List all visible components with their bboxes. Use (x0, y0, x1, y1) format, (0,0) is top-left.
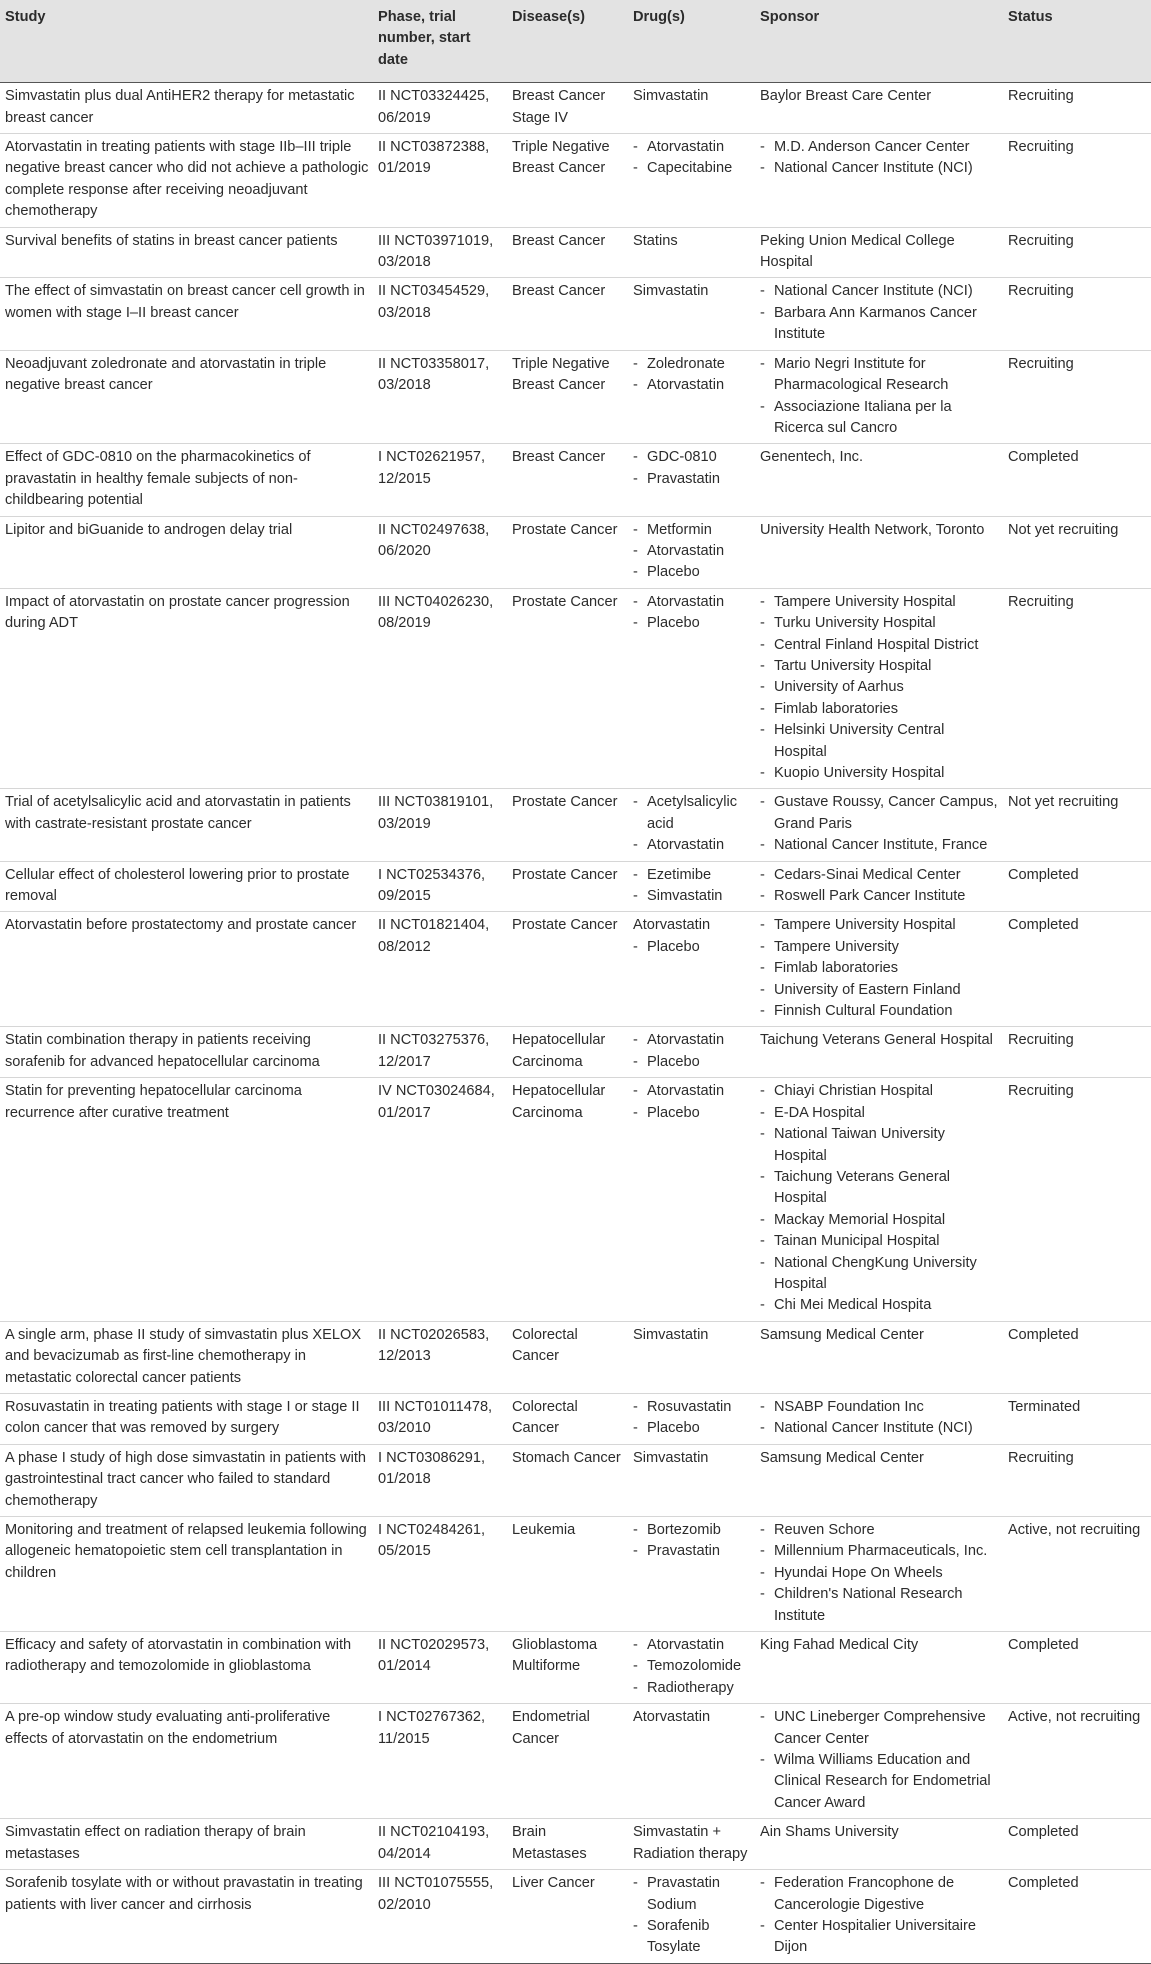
disease-cell: Prostate Cancer (507, 912, 628, 1027)
phase-cell: III NCT03819101, 03/2019 (373, 789, 507, 861)
disease-cell: Breast Cancer (507, 444, 628, 516)
status-cell: Active, not recruiting (1003, 1517, 1151, 1632)
sponsor-cell (755, 1444, 1003, 1516)
disease-cell: Stomach Cancer (507, 1444, 628, 1516)
drugs-cell-list (633, 592, 751, 635)
drugs-cell (628, 516, 755, 588)
drugs-cell (628, 588, 755, 789)
column-header-drugs: Drug(s) (628, 0, 755, 83)
sponsor-cell (755, 1517, 1003, 1632)
status-cell: Recruiting (1003, 1078, 1151, 1321)
sponsor-cell-list (760, 865, 999, 908)
list-item: - Center Hospitalier Universitaire Dijon (760, 1916, 999, 1959)
sponsor-cell-value: Genentech, Inc. (760, 449, 864, 466)
list-item: - Placebo (633, 613, 751, 634)
drugs-cell-list (633, 1873, 751, 1959)
table-row (0, 1393, 1151, 1444)
list-item: - Taichung Veterans General Hospital (760, 1167, 999, 1210)
list-item: - GDC-0810 (633, 447, 751, 468)
list-item: - National Taiwan University Hospital (760, 1124, 999, 1167)
list-item: - Mackay Memorial Hospital (760, 1210, 999, 1231)
drugs-cell (628, 350, 755, 444)
disease-cell: Prostate Cancer (507, 789, 628, 861)
drugs-cell (628, 1444, 755, 1516)
study-cell: Sorafenib tosylate with or without pravastatin in treating patients with liver cancer and cirrhosis (0, 1870, 373, 1964)
disease-cell: Endometrial Cancer (507, 1704, 628, 1819)
sponsor-cell (755, 1393, 1003, 1444)
table-row (0, 1819, 1151, 1870)
phase-cell: II NCT03275376, 12/2017 (373, 1027, 507, 1078)
drugs-cell (628, 861, 755, 912)
drugs-cell-list (633, 865, 751, 908)
status-cell: Terminated (1003, 1393, 1151, 1444)
phase-cell: II NCT03872388, 01/2019 (373, 134, 507, 228)
status-cell: Recruiting (1003, 1444, 1151, 1516)
phase-cell: I NCT02767362, 11/2015 (373, 1704, 507, 1819)
sponsor-cell (755, 516, 1003, 588)
phase-cell: III NCT01075555, 02/2010 (373, 1870, 507, 1964)
list-item: - Atorvastatin (633, 592, 751, 613)
list-item: - Chiayi Christian Hospital (760, 1081, 999, 1102)
sponsor-cell-list (760, 281, 999, 345)
table-header (0, 0, 1151, 83)
list-item: - Mario Negri Institute for Pharmacological Research (760, 354, 999, 397)
drug-plain: Atorvastatin (633, 917, 711, 934)
drugs-cell-value: Simvastatin (633, 1326, 709, 1343)
drugs-cell-list (633, 1635, 751, 1699)
list-item: - UNC Lineberger Comprehensive Cancer Center (760, 1707, 999, 1750)
sponsor-cell (755, 588, 1003, 789)
list-item: - Atorvastatin (633, 1030, 751, 1051)
list-item: - Gustave Roussy, Cancer Campus, Grand Paris (760, 792, 999, 835)
drugs-cell (628, 278, 755, 350)
sponsor-cell (755, 83, 1003, 134)
list-item: - Reuven Schore (760, 1520, 999, 1541)
status-cell: Not yet recruiting (1003, 789, 1151, 861)
list-item: - Atorvastatin (633, 541, 751, 562)
status-cell: Recruiting (1003, 350, 1151, 444)
phase-cell: I NCT02484261, 05/2015 (373, 1517, 507, 1632)
drugs-cell (628, 1517, 755, 1632)
list-item: - Tampere University Hospital (760, 915, 999, 936)
phase-cell: II NCT03358017, 03/2018 (373, 350, 507, 444)
status-cell: Recruiting (1003, 227, 1151, 278)
list-item: - Pravastatin (633, 469, 751, 490)
sponsor-cell (755, 1870, 1003, 1964)
table-row (0, 1321, 1151, 1393)
header-row (0, 0, 1151, 83)
disease-cell: Breast Cancer (507, 278, 628, 350)
status-cell: Recruiting (1003, 588, 1151, 789)
phase-cell: II NCT03324425, 06/2019 (373, 83, 507, 134)
drugs-cell (628, 912, 755, 1027)
phase-cell: IV NCT03024684, 01/2017 (373, 1078, 507, 1321)
list-item: - Turku University Hospital (760, 613, 999, 634)
disease-cell: Prostate Cancer (507, 588, 628, 789)
drugs-cell-list (633, 1030, 751, 1073)
sponsor-cell-value: Baylor Breast Care Center (760, 88, 932, 105)
phase-cell: II NCT02104193, 04/2014 (373, 1819, 507, 1870)
study-cell: A single arm, phase II study of simvastatin plus XELOX and bevacizumab as first-line chemotherapy in metastatic colorectal cancer patients (0, 1321, 373, 1393)
drugs-cell (628, 1819, 755, 1870)
sponsor-cell (755, 861, 1003, 912)
list-item: - Wilma Williams Education and Clinical Research for Endometrial Cancer Award (760, 1750, 999, 1814)
drugs-cell (628, 1870, 755, 1964)
sponsor-cell-list (760, 1397, 999, 1440)
drugs-cell-list (633, 447, 751, 490)
list-item: - Ezetimibe (633, 865, 751, 886)
status-cell: Completed (1003, 1870, 1151, 1964)
sponsor-cell-value: King Fahad Medical City (760, 1637, 919, 1654)
status-cell: Completed (1003, 1321, 1151, 1393)
phase-cell: III NCT03971019, 03/2018 (373, 227, 507, 278)
table-row (0, 1632, 1151, 1704)
drugs-cell (628, 83, 755, 134)
phase-cell: II NCT03454529, 03/2018 (373, 278, 507, 350)
status-cell: Not yet recruiting (1003, 516, 1151, 588)
phase-cell: I NCT03086291, 01/2018 (373, 1444, 507, 1516)
list-item: - Federation Francophone de Cancerologie Digestive (760, 1873, 999, 1916)
drugs-cell-list (633, 1081, 751, 1124)
study-cell: Survival benefits of statins in breast cancer patients (0, 227, 373, 278)
disease-cell: Prostate Cancer (507, 516, 628, 588)
sponsor-cell-list (760, 792, 999, 856)
drugs-cell-list (633, 1520, 751, 1563)
sponsor-cell-list (760, 1520, 999, 1627)
list-item: - Radiotherapy (633, 1678, 751, 1699)
status-cell: Recruiting (1003, 83, 1151, 134)
sponsor-cell (755, 134, 1003, 228)
list-item: - Finnish Cultural Foundation (760, 1001, 999, 1022)
drugs-cell (628, 444, 755, 516)
table-row (0, 1870, 1151, 1964)
status-cell: Completed (1003, 1819, 1151, 1870)
column-header-disease: Disease(s) (507, 0, 628, 83)
table-row (0, 588, 1151, 789)
list-item: - Tainan Municipal Hospital (760, 1231, 999, 1252)
study-cell: Simvastatin plus dual AntiHER2 therapy for metastatic breast cancer (0, 83, 373, 134)
list-item: - National Cancer Institute, France (760, 835, 999, 856)
list-item: - Pravastatin Sodium (633, 1873, 751, 1916)
sponsor-cell-list (760, 1707, 999, 1814)
drugs-cell-value: Statins (633, 232, 678, 249)
status-cell: Completed (1003, 1632, 1151, 1704)
disease-cell: Triple Negative Breast Cancer (507, 134, 628, 228)
study-cell: Neoadjuvant zoledronate and atorvastatin in triple negative breast cancer (0, 350, 373, 444)
table-row (0, 134, 1151, 228)
drugs-cell-list (633, 520, 751, 584)
list-item: - Cedars-Sinai Medical Center (760, 865, 999, 886)
list-item: - Roswell Park Cancer Institute (760, 886, 999, 907)
sponsor-cell-value: Samsung Medical Center (760, 1449, 924, 1466)
status-cell: Recruiting (1003, 278, 1151, 350)
disease-cell: Prostate Cancer (507, 861, 628, 912)
disease-cell: Hepatocellular Carcinoma (507, 1078, 628, 1321)
study-cell: The effect of simvastatin on breast cancer cell growth in women with stage I–II breast cancer (0, 278, 373, 350)
list-item: - Capecitabine (633, 158, 751, 179)
study-cell: Rosuvastatin in treating patients with stage I or stage II colon cancer that was removed by surgery (0, 1393, 373, 1444)
drugs-cell (628, 1704, 755, 1819)
study-cell: Statin for preventing hepatocellular carcinoma recurrence after curative treatment (0, 1078, 373, 1321)
list-item: - Rosuvastatin (633, 1397, 751, 1418)
column-header-sponsor: Sponsor (755, 0, 1003, 83)
list-item: - Zoledronate (633, 354, 751, 375)
phase-cell: II NCT02026583, 12/2013 (373, 1321, 507, 1393)
phase-cell: I NCT02621957, 12/2015 (373, 444, 507, 516)
disease-cell: Breast Cancer (507, 227, 628, 278)
table-row (0, 516, 1151, 588)
sponsor-cell-list (760, 1873, 999, 1959)
disease-cell: Leukemia (507, 1517, 628, 1632)
drugs-cell-list (633, 792, 751, 856)
list-item: - M.D. Anderson Cancer Center (760, 137, 999, 158)
list-item: - National Cancer Institute (NCI) (760, 1418, 999, 1439)
drugs-cell-list (633, 354, 751, 397)
list-item: - Metformin (633, 520, 751, 541)
list-item: - Hyundai Hope On Wheels (760, 1563, 999, 1584)
disease-cell: Liver Cancer (507, 1870, 628, 1964)
sponsor-cell (755, 912, 1003, 1027)
disease-cell: Colorectal Cancer (507, 1393, 628, 1444)
list-item: - Atorvastatin (633, 1635, 751, 1656)
list-item: - Associazione Italiana per la Ricerca sul Cancro (760, 397, 999, 440)
sponsor-cell (755, 278, 1003, 350)
table-row (0, 1444, 1151, 1516)
list-item: - National Cancer Institute (NCI) (760, 281, 999, 302)
disease-cell: Colorectal Cancer (507, 1321, 628, 1393)
list-item: - Placebo (633, 1418, 751, 1439)
sponsor-cell (755, 1027, 1003, 1078)
sponsor-cell-list (760, 592, 999, 785)
list-item: - Bortezomib (633, 1520, 751, 1541)
table-row (0, 278, 1151, 350)
drugs-cell-value: Simvastatin + Radiation therapy (633, 1824, 748, 1862)
phase-cell: II NCT02029573, 01/2014 (373, 1632, 507, 1704)
list-item: - Placebo (633, 562, 751, 583)
list-item: - E-DA Hospital (760, 1103, 999, 1124)
table-row (0, 912, 1151, 1027)
sponsor-cell-value: University Health Network, Toronto (760, 521, 985, 538)
disease-cell: Glioblastoma Multiforme (507, 1632, 628, 1704)
sponsor-cell (755, 350, 1003, 444)
sponsor-cell-value: Samsung Medical Center (760, 1326, 924, 1343)
table-row (0, 861, 1151, 912)
drugs-cell-list (633, 137, 751, 180)
disease-cell: Triple Negative Breast Cancer (507, 350, 628, 444)
list-item: - Tampere University Hospital (760, 592, 999, 613)
status-cell: Recruiting (1003, 134, 1151, 228)
study-cell: Simvastatin effect on radiation therapy of brain metastases (0, 1819, 373, 1870)
column-header-status: Status (1003, 0, 1151, 83)
drugs-cell (628, 1632, 755, 1704)
study-cell: Atorvastatin in treating patients with stage IIb–III triple negative breast cancer who did not achieve a pathologic complete response after receiving neoadjuvant chemotherapy (0, 134, 373, 228)
list-item: - Millennium Pharmaceuticals, Inc. (760, 1541, 999, 1562)
table-body (0, 83, 1151, 1964)
sponsor-cell (755, 1078, 1003, 1321)
list-item: - University of Eastern Finland (760, 980, 999, 1001)
sponsor-cell (755, 789, 1003, 861)
list-item: - Sorafenib Tosylate (633, 1916, 751, 1959)
phase-cell: II NCT01821404, 08/2012 (373, 912, 507, 1027)
study-cell: Statin combination therapy in patients receiving sorafenib for advanced hepatocellular carcinoma (0, 1027, 373, 1078)
list-item: - Barbara Ann Karmanos Cancer Institute (760, 303, 999, 346)
sponsor-cell-value: Peking Union Medical College Hospital (760, 232, 955, 271)
phase-cell: III NCT04026230, 08/2019 (373, 588, 507, 789)
table-row (0, 350, 1151, 444)
sponsor-cell-list (760, 354, 999, 440)
drugs-cell (628, 1078, 755, 1321)
list-item: - Children's National Research Institute (760, 1584, 999, 1627)
list-item: - Atorvastatin (633, 375, 751, 396)
drugs-cell-value: Atorvastatin (633, 1709, 711, 1726)
list-item: - Central Finland Hospital District (760, 635, 999, 656)
sponsor-cell (755, 1632, 1003, 1704)
disease-cell: Hepatocellular Carcinoma (507, 1027, 628, 1078)
table-row (0, 83, 1151, 134)
study-cell: Trial of acetylsalicylic acid and atorvastatin in patients with castrate-resistant prostate cancer (0, 789, 373, 861)
sponsor-cell (755, 1704, 1003, 1819)
sponsor-cell-value: Ain Shams University (760, 1824, 899, 1841)
sponsor-cell (755, 444, 1003, 516)
drugs-cell (628, 1321, 755, 1393)
table-row (0, 1078, 1151, 1321)
study-cell: Lipitor and biGuanide to androgen delay trial (0, 516, 373, 588)
status-cell: Recruiting (1003, 1027, 1151, 1078)
list-item: - Acetylsalicylic acid (633, 792, 751, 835)
list-item: - Tampere University (760, 937, 999, 958)
drugs-cell (628, 227, 755, 278)
sponsor-cell (755, 1321, 1003, 1393)
list-item: - Fimlab laboratories (760, 958, 999, 979)
list-item: - Helsinki University Central Hospital (760, 720, 999, 763)
drugs-cell-list (633, 937, 751, 958)
study-cell: Atorvastatin before prostatectomy and prostate cancer (0, 912, 373, 1027)
status-cell: Completed (1003, 861, 1151, 912)
list-item: - Tartu University Hospital (760, 656, 999, 677)
study-cell: A phase I study of high dose simvastatin in patients with gastrointestinal tract cancer who failed to standard chemotherapy (0, 1444, 373, 1516)
list-item: - Kuopio University Hospital (760, 763, 999, 784)
list-item: - University of Aarhus (760, 677, 999, 698)
drugs-cell-value: Simvastatin (633, 1449, 709, 1466)
sponsor-cell-list (760, 1081, 999, 1316)
list-item: - Atorvastatin (633, 137, 751, 158)
phase-cell: III NCT01011478, 03/2010 (373, 1393, 507, 1444)
phase-cell: II NCT02497638, 06/2020 (373, 516, 507, 588)
column-header-phase: Phase, trial number, start date (373, 0, 507, 83)
list-item: - Atorvastatin (633, 835, 751, 856)
drugs-cell (628, 1027, 755, 1078)
study-cell: Cellular effect of cholesterol lowering prior to prostate removal (0, 861, 373, 912)
list-item: - Simvastatin (633, 886, 751, 907)
list-item: - NSABP Foundation Inc (760, 1397, 999, 1418)
table-row (0, 444, 1151, 516)
sponsor-cell (755, 1819, 1003, 1870)
sponsor-cell-list (760, 137, 999, 180)
drugs-cell-list (633, 1397, 751, 1440)
list-item: - Atorvastatin (633, 1081, 751, 1102)
list-item: - National ChengKung University Hospital (760, 1253, 999, 1296)
table-row (0, 227, 1151, 278)
status-cell: Active, not recruiting (1003, 1704, 1151, 1819)
status-cell: Completed (1003, 444, 1151, 516)
sponsor-cell (755, 227, 1003, 278)
table-row (0, 789, 1151, 861)
drugs-cell (628, 1393, 755, 1444)
phase-cell: I NCT02534376, 09/2015 (373, 861, 507, 912)
table-row (0, 1704, 1151, 1819)
drugs-cell-value: Simvastatin (633, 88, 709, 105)
list-item: - Temozolomide (633, 1656, 751, 1677)
list-item: - Fimlab laboratories (760, 699, 999, 720)
list-item: - Placebo (633, 1052, 751, 1073)
study-cell: A pre-op window study evaluating anti-proliferative effects of atorvastatin on the endometrium (0, 1704, 373, 1819)
drugs-cell (628, 789, 755, 861)
list-item: - National Cancer Institute (NCI) (760, 158, 999, 179)
study-cell: Impact of atorvastatin on prostate cancer progression during ADT (0, 588, 373, 789)
study-cell: Effect of GDC-0810 on the pharmacokinetics of pravastatin in healthy female subjects of non-childbearing potential (0, 444, 373, 516)
sponsor-cell-value: Taichung Veterans General Hospital (760, 1032, 993, 1049)
sponsor-cell-list (760, 915, 999, 1022)
table-row (0, 1517, 1151, 1632)
drugs-cell (628, 134, 755, 228)
disease-cell: Breast Cancer Stage IV (507, 83, 628, 134)
disease-cell: Brain Metastases (507, 1819, 628, 1870)
study-cell: Monitoring and treatment of relapsed leukemia following allogeneic hematopoietic stem cell transplantation in children (0, 1517, 373, 1632)
list-item: - Chi Mei Medical Hospita (760, 1295, 999, 1316)
list-item: - Pravastatin (633, 1541, 751, 1562)
study-cell: Efficacy and safety of atorvastatin in combination with radiotherapy and temozolomide in glioblastoma (0, 1632, 373, 1704)
column-header-study: Study (0, 0, 373, 83)
table-row (0, 1027, 1151, 1078)
list-item: - Placebo (633, 937, 751, 958)
drugs-cell-value: Simvastatin (633, 283, 709, 300)
status-cell: Completed (1003, 912, 1151, 1027)
list-item: - Placebo (633, 1103, 751, 1124)
